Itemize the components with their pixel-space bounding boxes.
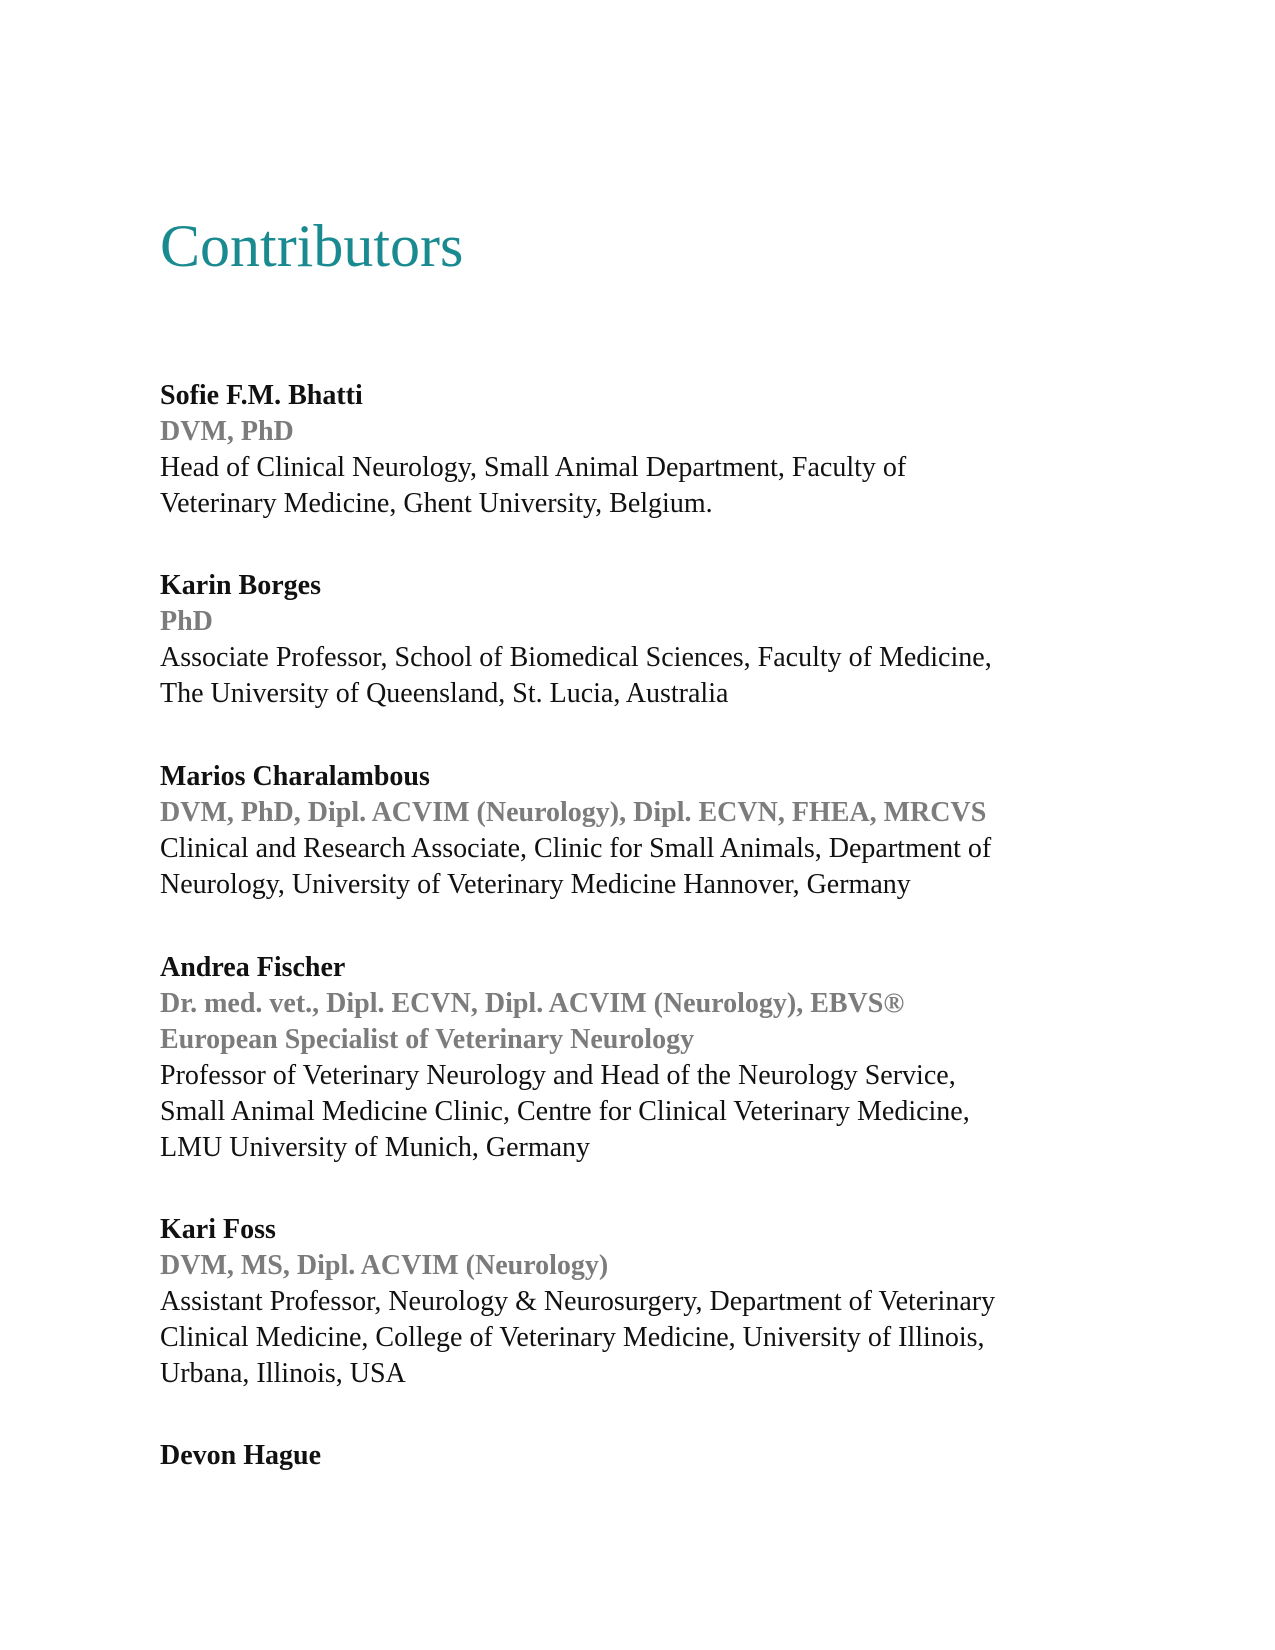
- credentials-line: DVM, MS, Dipl. ACVIM (Neurology): [160, 1250, 609, 1281]
- contributor-entry: [160, 378, 1120, 522]
- affiliation-line: The University of Queensland, St. Lucia, Australia: [160, 678, 729, 709]
- affiliation-line: Veterinary Medicine, Ghent University, Belgium.: [160, 488, 713, 519]
- contributor-affiliation: [160, 1284, 1120, 1392]
- contributor-credentials: [160, 986, 1120, 1058]
- affiliation-line: Associate Professor, School of Biomedical Sciences, Faculty of Medicine,: [160, 642, 992, 673]
- contributor-credentials: [160, 1248, 1120, 1284]
- contributor-name: Sofie F.M. Bhatti: [160, 380, 363, 411]
- contributor-affiliation: [160, 1058, 1120, 1166]
- credentials-line: DVM, PhD, Dipl. ACVIM (Neurology), Dipl. ECVN, FHEA, MRCVS: [160, 797, 987, 828]
- contributor-entry: [160, 950, 1120, 1166]
- contributor-affiliation: [160, 450, 1120, 522]
- contributor-affiliation: [160, 640, 1120, 712]
- contributor-affiliation: [160, 831, 1120, 903]
- credentials-line: DVM, PhD: [160, 416, 294, 447]
- contributor-name: Devon Hague: [160, 1440, 321, 1471]
- affiliation-line: Urbana, Illinois, USA: [160, 1358, 406, 1389]
- page-title: Contributors: [160, 213, 464, 279]
- contributor-credentials: [160, 795, 1120, 831]
- affiliation-line: Clinical and Research Associate, Clinic for Small Animals, Department of: [160, 833, 992, 864]
- affiliation-line: Head of Clinical Neurology, Small Animal Department, Faculty of: [160, 452, 907, 483]
- contributor-name: Karin Borges: [160, 570, 321, 601]
- affiliation-line: Small Animal Medicine Clinic, Centre for Clinical Veterinary Medicine,: [160, 1096, 970, 1127]
- affiliation-line: Assistant Professor, Neurology & Neurosurgery, Department of Veterinary: [160, 1286, 996, 1317]
- contributor-entry: [160, 1212, 1120, 1392]
- affiliation-line: Clinical Medicine, College of Veterinary Medicine, University of Illinois,: [160, 1322, 985, 1353]
- credentials-line: PhD: [160, 606, 213, 637]
- affiliation-line: Neurology, University of Veterinary Medicine Hannover, Germany: [160, 869, 911, 900]
- contributor-name: Kari Foss: [160, 1214, 276, 1245]
- contributor-name: Marios Charalambous: [160, 761, 430, 792]
- contributor-entry: [160, 1438, 1120, 1474]
- contributor-entry: [160, 759, 1120, 903]
- contributor-name: Andrea Fischer: [160, 952, 346, 983]
- credentials-line: European Specialist of Veterinary Neurology: [160, 1024, 695, 1055]
- affiliation-line: LMU University of Munich, Germany: [160, 1132, 591, 1163]
- contributor-credentials: [160, 414, 1120, 450]
- credentials-line: Dr. med. vet., Dipl. ECVN, Dipl. ACVIM (Neurology), EBVS®: [160, 988, 905, 1019]
- contributor-credentials: [160, 604, 1120, 640]
- contributor-entry: [160, 568, 1120, 712]
- affiliation-line: Professor of Veterinary Neurology and Head of the Neurology Service,: [160, 1060, 956, 1091]
